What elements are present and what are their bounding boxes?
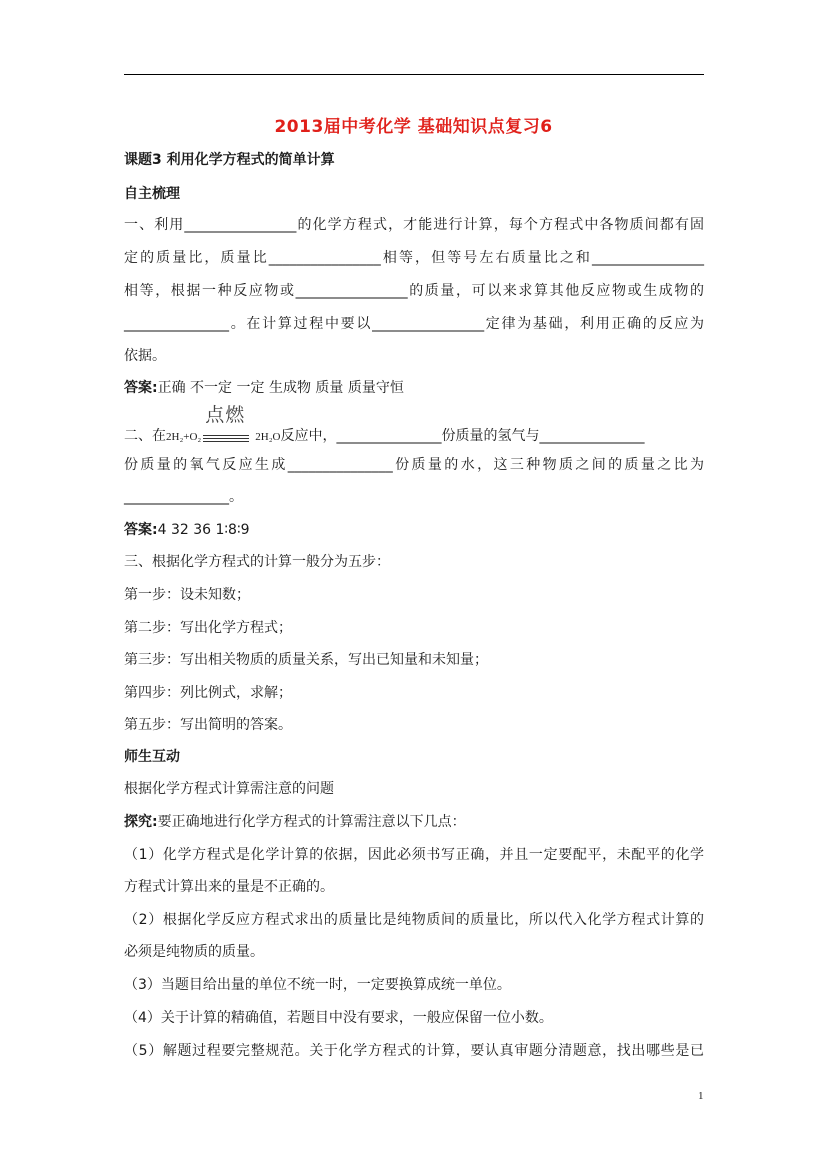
paragraph-line: _______________。在计算过程中要以________________定律为基础，利用正确的反应为 bbox=[124, 316, 704, 332]
explore-text: 要正确地进行化学方程式的计算需注意以下几点： bbox=[157, 814, 466, 830]
explore-line bbox=[124, 812, 704, 832]
paragraph-line: 定的质量比，质量比________________相等，但等号左右质量比之和________________ bbox=[124, 250, 704, 266]
document-title: 2013届中考化学 基础知识点复习6 bbox=[274, 117, 553, 137]
paragraph-line: 依据。 bbox=[124, 348, 166, 364]
paragraph-line: _______________。 bbox=[124, 489, 243, 505]
reaction-arrow bbox=[203, 404, 253, 447]
page-number: 1 bbox=[698, 1090, 704, 1102]
note-line: 必须是纯物质的质量。 bbox=[124, 944, 264, 960]
paragraph-line: 相等，根据一种反应物或________________的质量，可以来求算其他反应物或生成物的 bbox=[124, 283, 704, 299]
step-item: 第四步：列比例式，求解； bbox=[124, 685, 292, 701]
answer-label: 答案: bbox=[124, 522, 158, 538]
step-item: 第二步：写出化学方程式； bbox=[124, 620, 292, 636]
note-line: （1）化学方程式是化学计算的依据，因此必须书写正确，并且一定要配平，未配平的化学 bbox=[124, 847, 704, 863]
section-heading-interaction: 师生互动 bbox=[124, 749, 180, 765]
section-heading-self-review: 自主梳理 bbox=[124, 186, 180, 202]
reaction-condition: 点燃 bbox=[205, 404, 246, 426]
paragraph-text: 二、在 bbox=[124, 428, 166, 444]
note-line: （5）解题过程要完整规范。关于化学方程式的计算，要认真审题分清题意，找出哪些是已 bbox=[124, 1043, 704, 1059]
note-line: 方程式计算出来的量是不正确的。 bbox=[124, 879, 334, 895]
step-item: 第一步：设未知数； bbox=[124, 587, 250, 603]
topic-line: 根据化学方程式计算需注意的问题 bbox=[124, 781, 334, 797]
equation-reactants: 2H₂+O₂ bbox=[166, 431, 202, 443]
paragraph-line: 份质量的氧气反应生成_______________份质量的水，这三种物质之间的质量之比为 bbox=[124, 457, 704, 473]
paragraph-text: 反应中，_______________份质量的氢气与_______________ bbox=[280, 428, 645, 444]
note-line: （2）根据化学反应方程式求出的质量比是纯物质间的质量比，所以代入化学方程式计算的 bbox=[124, 912, 704, 928]
answer-label: 答案: bbox=[124, 380, 158, 396]
lesson-heading: 课题3 利用化学方程式的简单计算 bbox=[124, 152, 335, 168]
note-line: （4）关于计算的精确值，若题目中没有要求，一般应保留一位小数。 bbox=[124, 1010, 553, 1026]
answer-text: 4 32 36 1∶8∶9 bbox=[157, 522, 250, 538]
paragraph-line: 一、利用________________的化学方程式，才能进行计算，每个方程式中各物质间都有固 bbox=[124, 217, 704, 233]
answer-text: 正确 不一定 一定 生成物 质量 质量守恒 bbox=[157, 380, 404, 396]
explore-label: 探究: bbox=[124, 814, 158, 830]
answer-2 bbox=[124, 520, 704, 540]
step-item: 第五步：写出简明的答案。 bbox=[124, 717, 292, 733]
note-line: （3）当题目给出量的单位不统一时，一定要换算成统一单位。 bbox=[124, 977, 511, 993]
paragraph-line: 三、根据化学方程式的计算一般分为五步： bbox=[124, 554, 390, 570]
equation-product: 2H₂O bbox=[255, 431, 281, 443]
header-rule bbox=[124, 74, 704, 75]
equation-line bbox=[124, 404, 704, 447]
step-item: 第三步：写出相关物质的质量关系，写出已知量和未知量； bbox=[124, 652, 488, 668]
answer-1 bbox=[124, 378, 704, 398]
